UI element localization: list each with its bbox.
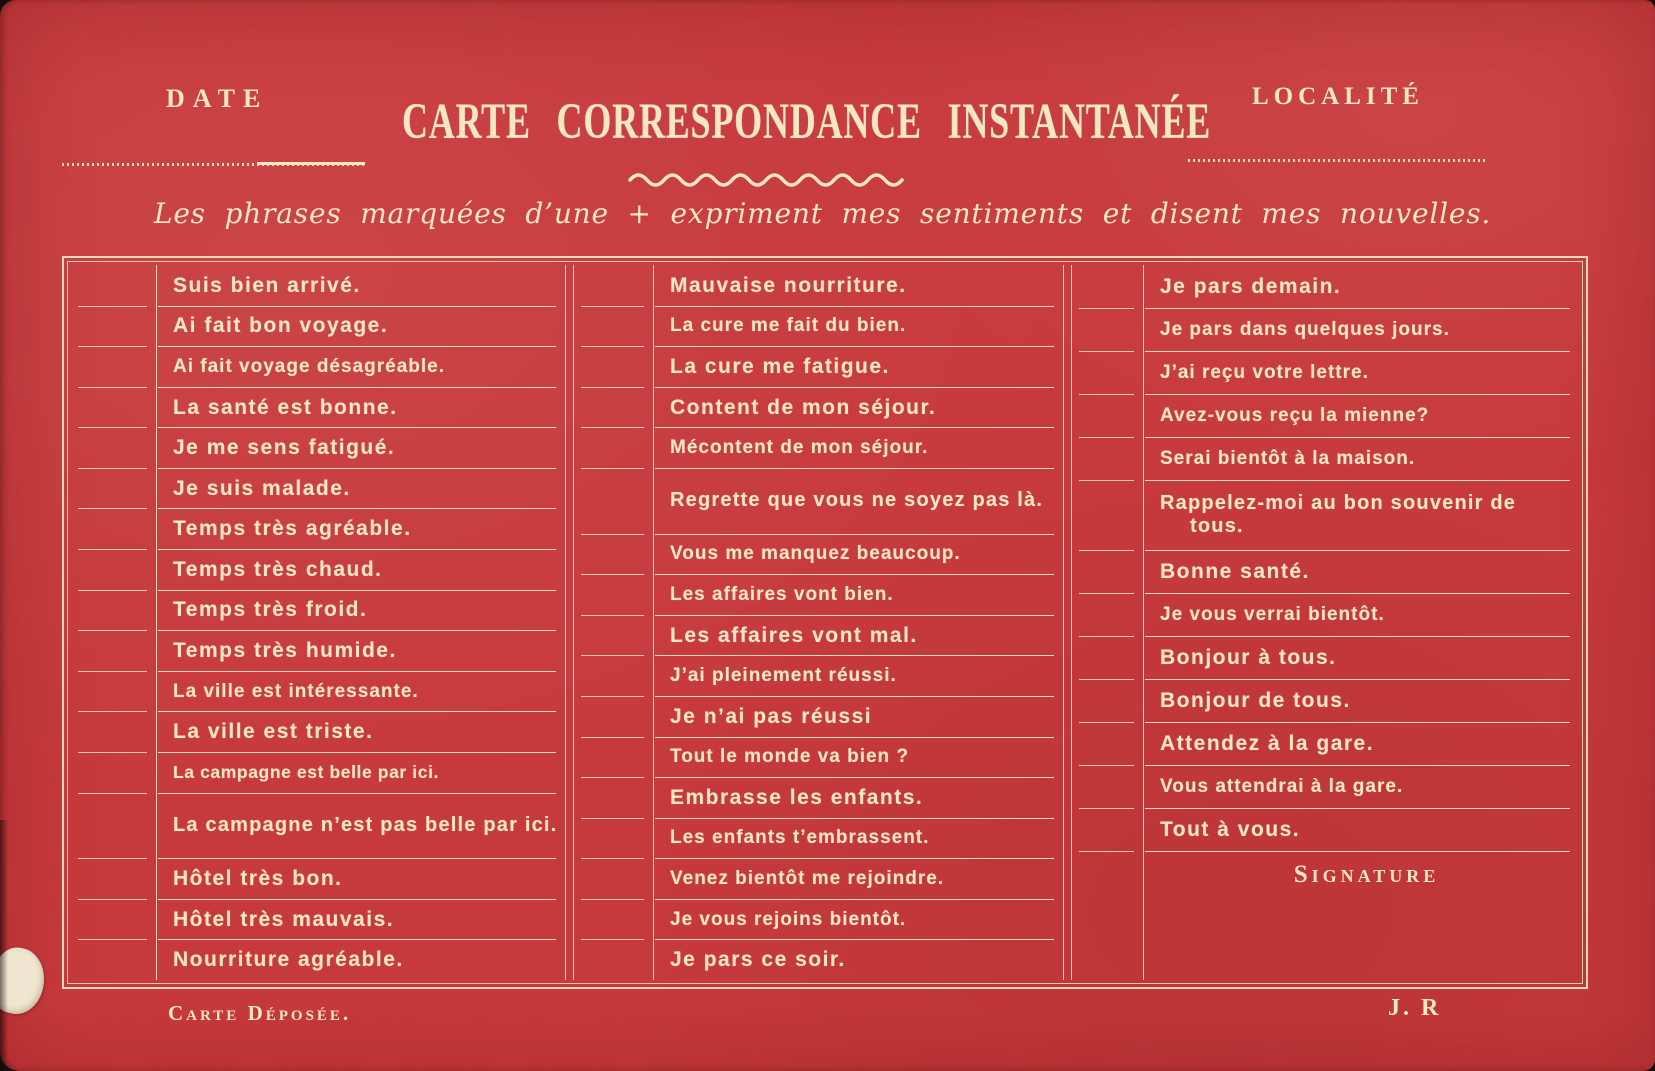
date-line-solid-segment: [257, 162, 365, 165]
phrase-text: J’ai reçu votre lettre.: [1160, 362, 1369, 384]
phrase-cell: [654, 387, 1063, 428]
check-cell: [574, 737, 654, 778]
phrase-row: [71, 899, 565, 940]
check-cell: [574, 306, 654, 347]
card-edge-shadow: [0, 820, 8, 1071]
wavy-underline-decoration: [627, 170, 909, 188]
phrase-cell: [1144, 308, 1579, 351]
phrase-table-body: [71, 265, 1579, 980]
check-cell: [574, 265, 654, 306]
check-cell: [574, 939, 654, 980]
check-cell: [71, 387, 157, 428]
phrase-row: [1072, 437, 1579, 480]
check-cell: [574, 777, 654, 818]
phrase-row: [574, 655, 1063, 696]
phrase-text: Je vous verrai bientôt.: [1160, 603, 1385, 625]
phrase-text: Je me sens fatigué.: [173, 436, 396, 460]
phrase-text: J’ai pleinement réussi.: [670, 665, 897, 687]
phrase-cell: [654, 655, 1063, 696]
phrase-row: [71, 939, 565, 980]
check-cell: [574, 655, 654, 696]
phrase-text: Je vous rejoins bientôt.: [670, 908, 907, 930]
phrase-cell: [654, 858, 1063, 899]
phrase-cell: [1144, 808, 1579, 851]
phrase-text: Vous attendrai à la gare.: [1160, 775, 1404, 797]
phrase-row: [574, 574, 1063, 615]
phrase-cell: [654, 534, 1063, 575]
phrase-row: [574, 468, 1063, 534]
phrase-text: Temps très agréable.: [173, 517, 412, 541]
phrase-row: [71, 671, 565, 712]
phrase-cell: [157, 346, 565, 387]
phrase-cell: [654, 574, 1063, 615]
check-cell: [1072, 851, 1144, 980]
phrase-row: [1072, 550, 1579, 593]
phrase-row: [574, 858, 1063, 899]
phrase-cell: [1144, 679, 1579, 722]
phrase-table: [62, 256, 1588, 989]
check-cell: [1072, 593, 1144, 636]
phrase-text: Rappelez-moi au bon souvenir de tous.: [1160, 491, 1517, 537]
locality-line: [1188, 159, 1488, 162]
phrase-cell: [654, 939, 1063, 980]
phrase-text: Temps très chaud.: [173, 557, 383, 581]
phrase-cell: [157, 671, 565, 712]
phrase-row: [574, 939, 1063, 980]
phrase-row: [1072, 394, 1579, 437]
phrase-text: Mauvaise nourriture.: [670, 273, 907, 297]
check-cell: [71, 752, 157, 793]
phrase-text: Ai fait voyage désagréable.: [173, 355, 445, 377]
footer-deposee-label: Carte Déposée.: [168, 1001, 352, 1025]
check-cell: [71, 630, 157, 671]
phrase-cell: [654, 696, 1063, 737]
phrase-row: [574, 306, 1063, 347]
phrase-cell: [1144, 394, 1579, 437]
phrase-text: Tout le monde va bien ?: [670, 746, 910, 768]
column-divider: [565, 265, 574, 980]
phrase-row: [1072, 722, 1579, 765]
check-cell: [1072, 636, 1144, 679]
footer-initials: J. R: [1388, 995, 1442, 1021]
phrase-text: Regrette que vous ne soyez pas là.: [670, 489, 1044, 512]
phrase-row: [574, 777, 1063, 818]
phrase-text: La cure me fatigue.: [670, 354, 890, 378]
phrase-row: [71, 793, 565, 859]
phrase-cell: [157, 306, 565, 347]
phrase-text: Nourriture agréable.: [173, 948, 404, 972]
phrase-row: [1072, 808, 1579, 851]
phrase-row: [1072, 593, 1579, 636]
phrase-cell: [654, 737, 1063, 778]
check-cell: [574, 387, 654, 428]
phrase-text: Temps très froid.: [173, 598, 368, 622]
phrase-text: Hôtel très bon.: [173, 867, 343, 891]
check-cell: [574, 615, 654, 656]
date-label: DATE: [166, 84, 269, 113]
phrase-row: [574, 265, 1063, 306]
phrase-cell: [157, 387, 565, 428]
phrase-cell: [654, 818, 1063, 859]
phrase-row: [574, 534, 1063, 575]
phrase-cell: [654, 615, 1063, 656]
phrase-cell: [1144, 265, 1579, 308]
phrase-row: [71, 549, 565, 590]
phrase-row: [574, 387, 1063, 428]
phrase-cell: [654, 899, 1063, 940]
check-cell: [574, 899, 654, 940]
phrase-row: [1072, 636, 1579, 679]
phrase-row: [71, 752, 565, 793]
phrase-cell: [654, 346, 1063, 387]
phrase-text: La campagne n’est pas belle par ici.: [173, 813, 558, 836]
phrase-text: La santé est bonne.: [173, 395, 398, 419]
check-cell: [574, 468, 654, 534]
phrase-text: La campagne est belle par ici.: [173, 761, 440, 782]
phrase-cell: [157, 752, 565, 793]
phrase-text: Les affaires vont mal.: [670, 623, 918, 647]
phrase-row: [71, 427, 565, 468]
phrase-text: Les affaires vont bien.: [670, 583, 894, 605]
phrase-cell: [157, 899, 565, 940]
phrase-text: Content de mon séjour.: [670, 395, 937, 419]
phrase-text: Bonjour de tous.: [1160, 688, 1351, 712]
phrase-cell: [654, 427, 1063, 468]
check-cell: [574, 574, 654, 615]
phrase-text: Mécontent de mon séjour.: [670, 437, 929, 459]
check-cell: [71, 468, 157, 509]
phrase-cell: [654, 265, 1063, 306]
phrase-text: Hôtel très mauvais.: [173, 907, 395, 931]
phrase-row: [1072, 351, 1579, 394]
phrase-row: [71, 630, 565, 671]
check-cell: [574, 696, 654, 737]
phrase-text: Je n’ai pas réussi: [670, 704, 873, 728]
locality-label: LOCALITÉ: [1252, 83, 1424, 110]
phrase-cell: [157, 858, 565, 899]
phrase-cell: [1144, 480, 1579, 550]
phrase-text: Bonjour à tous.: [1160, 645, 1337, 669]
phrase-row: [1072, 265, 1579, 308]
phrase-text: Temps très humide.: [173, 638, 397, 662]
phrase-row: [71, 346, 565, 387]
phrase-cell: [157, 508, 565, 549]
phrase-cell: [157, 590, 565, 631]
phrase-row: [574, 427, 1063, 468]
check-cell: [1072, 480, 1144, 550]
phrase-text: Je pars ce soir.: [670, 948, 846, 972]
signature-area: [1072, 851, 1579, 980]
check-cell: [71, 793, 157, 859]
check-cell: [574, 427, 654, 468]
phrase-column-3: [1072, 265, 1579, 980]
check-cell: [1072, 679, 1144, 722]
check-cell: [1072, 394, 1144, 437]
check-cell: [71, 265, 157, 306]
signature-label: Signature: [1293, 860, 1440, 888]
phrase-cell: [157, 427, 565, 468]
phrase-cell: [1144, 593, 1579, 636]
phrase-text: Serai bientôt à la maison.: [1160, 448, 1416, 470]
phrase-cell: [1144, 722, 1579, 765]
phrase-row: [574, 737, 1063, 778]
check-cell: [71, 590, 157, 631]
phrase-cell: [1144, 351, 1579, 394]
check-cell: [1072, 351, 1144, 394]
page-title-text: CARTE CORRESPONDANCE INSTANTANÉE: [402, 93, 1212, 150]
phrase-row: [71, 858, 565, 899]
phrase-row: [71, 387, 565, 428]
phrase-cell: [157, 793, 565, 859]
phrase-text: La ville est intéressante.: [173, 680, 419, 702]
phrase-text: Je pars demain.: [1160, 275, 1342, 298]
phrase-text: Vous me manquez beaucoup.: [670, 543, 961, 565]
phrase-cell: [157, 265, 565, 306]
check-cell: [71, 427, 157, 468]
check-cell: [71, 508, 157, 549]
phrase-row: [574, 899, 1063, 940]
phrase-cell: [157, 711, 565, 752]
check-cell: [71, 306, 157, 347]
phrase-cell: [1144, 437, 1579, 480]
check-cell: [71, 939, 157, 980]
phrase-row: [1072, 765, 1579, 808]
phrase-cell: [157, 549, 565, 590]
check-cell: [71, 549, 157, 590]
check-cell: [574, 818, 654, 859]
phrase-text: Je suis malade.: [173, 476, 351, 500]
phrase-text: Tout à vous.: [1160, 817, 1301, 841]
phrase-text: Bonne santé.: [1160, 559, 1310, 583]
phrase-text: La cure me fait du bien.: [670, 315, 907, 337]
phrase-cell: [157, 939, 565, 980]
phrase-cell: [654, 306, 1063, 347]
check-cell: [71, 671, 157, 712]
phrase-row: [1072, 480, 1579, 550]
check-cell: [1072, 437, 1144, 480]
phrase-cell: [157, 468, 565, 509]
check-cell: [71, 346, 157, 387]
instructions-subtitle: Les phrases marquées d’une + expriment mes sentiments et disent mes nouvelles.: [153, 197, 1492, 230]
phrase-row: [574, 615, 1063, 656]
check-cell: [574, 534, 654, 575]
phrase-text: La ville est triste.: [173, 720, 374, 744]
phrase-text: Je pars dans quelques jours.: [1160, 319, 1450, 341]
phrase-row: [574, 346, 1063, 387]
check-cell: [1072, 808, 1144, 851]
check-cell: [1072, 722, 1144, 765]
phrase-row: [71, 508, 565, 549]
date-line: [62, 163, 365, 166]
phrase-cell: [1144, 765, 1579, 808]
phrase-row: [71, 590, 565, 631]
check-cell: [71, 711, 157, 752]
check-cell: [1072, 308, 1144, 351]
phrase-row: [71, 468, 565, 509]
phrase-text: Avez-vous reçu la mienne?: [1160, 405, 1430, 427]
phrase-cell: [1144, 550, 1579, 593]
phrase-row: [71, 711, 565, 752]
check-cell: [1072, 550, 1144, 593]
phrase-text: Venez bientôt me rejoindre.: [670, 868, 945, 890]
signature-cell: [1144, 851, 1579, 980]
phrase-text: Suis bien arrivé.: [173, 273, 361, 297]
check-cell: [71, 899, 157, 940]
phrase-row: [71, 306, 565, 347]
phrase-cell: [654, 468, 1063, 534]
phrase-text: Attendez à la gare.: [1160, 731, 1375, 755]
phrase-text: Embrasse les enfants.: [670, 785, 924, 809]
phrase-row: [71, 265, 565, 306]
check-cell: [574, 858, 654, 899]
phrase-row: [574, 696, 1063, 737]
phrase-row: [1072, 679, 1579, 722]
phrase-cell: [1144, 636, 1579, 679]
phrase-cell: [654, 777, 1063, 818]
phrase-cell: [157, 630, 565, 671]
column-divider: [1063, 265, 1072, 980]
phrase-column-1: [71, 265, 565, 980]
phrase-row: [1072, 308, 1579, 351]
check-cell: [71, 858, 157, 899]
phrase-text: Ai fait bon voyage.: [173, 314, 389, 338]
check-cell: [574, 346, 654, 387]
phrase-column-2: [574, 265, 1063, 980]
phrase-row: [574, 818, 1063, 859]
check-cell: [1072, 765, 1144, 808]
check-cell: [1072, 265, 1144, 308]
phrase-text: Les enfants t’embrassent.: [670, 827, 930, 849]
